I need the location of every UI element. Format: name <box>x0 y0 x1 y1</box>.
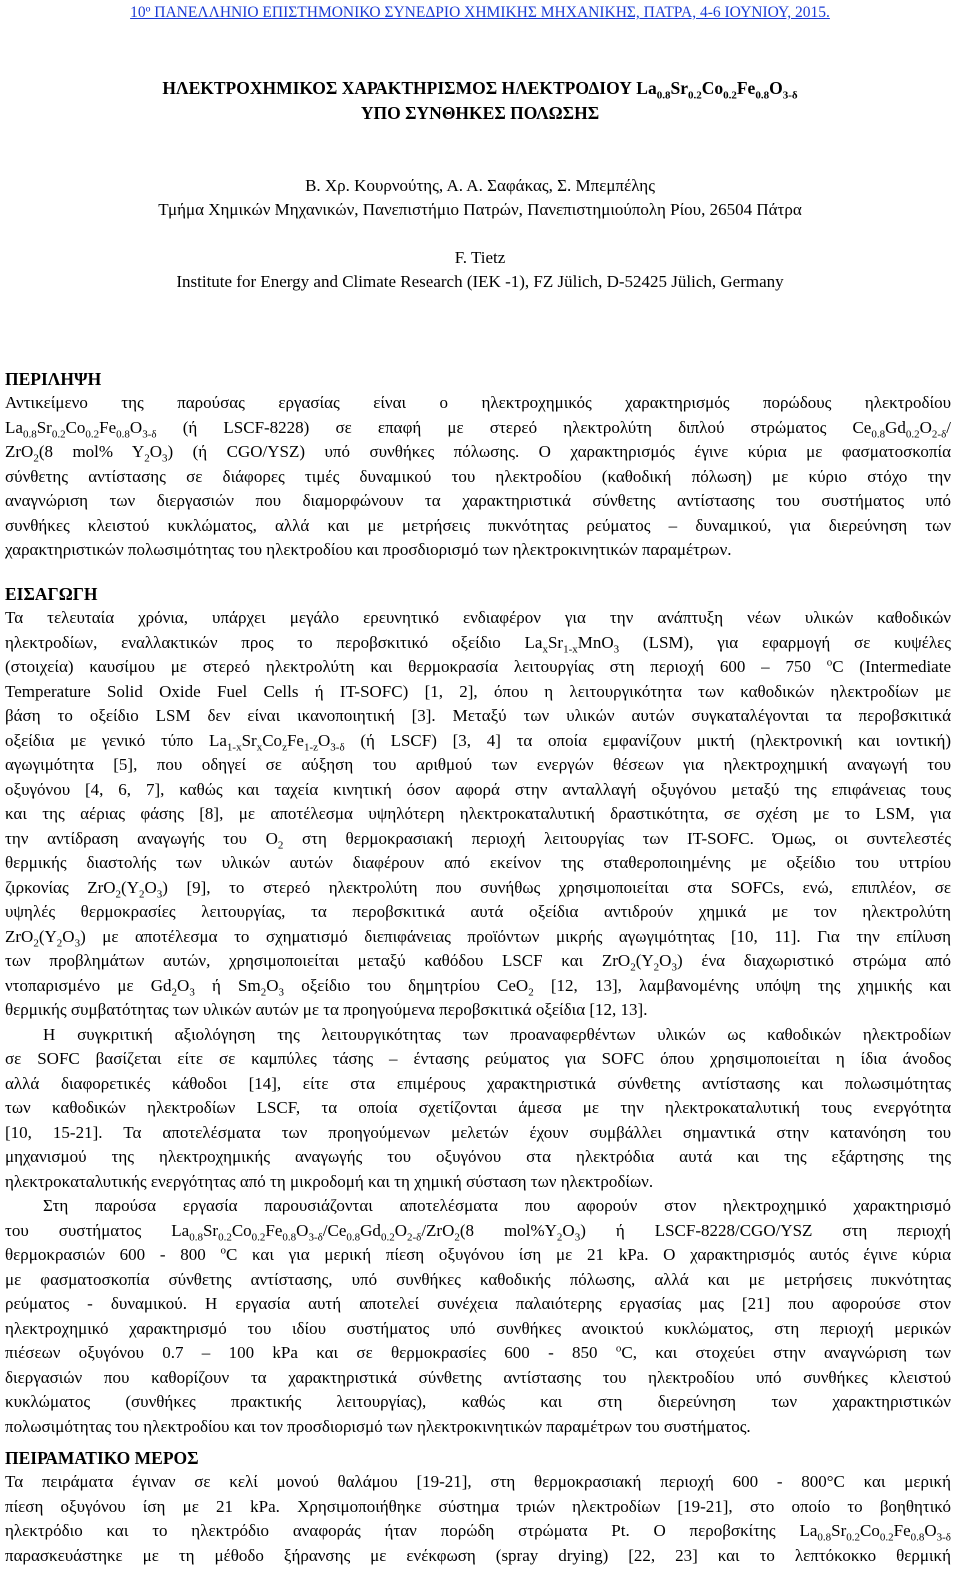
author-names-2: F. Tietz <box>454 248 506 267</box>
abstract-line: ZrO$_2$(8 mol% $Y_2O_3$) (ή CGO/YSZ) υπό συνθήκες πόλωσης. Ο χαρακτηρισμός έγινε κύρια με φασματοσκοπία <box>5 442 951 465</box>
intro-line: πολωσιμότητας του ηλεκτροδίου και τον προσδιορισμό των ηλεκτροκινητικών παραμέτρων του συστήματος. <box>5 1416 751 1436</box>
intro-line: θερμικής συμβατότητας των υλικών αυτών με τα προηγούμενα περοβσκιτικά οξείδια [12, 13]. <box>5 1000 648 1019</box>
intro-line: πιέσεων οξυγόνου 0.7 – 100 kPa και σε θερμοκρασίες 600 - 850 $^o$C, και στοχεύει στην αναγνώριση των <box>5 1342 951 1362</box>
experimental-line: πίεση οξυγόνου ίση με 21 kPa. Χρησιμοποιήθηκε σύστημα τριών ηλεκτροδίων [19-21], στο οποίο το βοηθητικό <box>5 1496 951 1516</box>
intro-line: ζιρκονίας $ZrO_2(Y_2O_3)$ [9], το στερεό ηλεκτρολύτη που συνήθως χρησιμοποιείται στα SOFCs, ενώ, επιπλέον, σε <box>5 877 951 900</box>
intro-line: αγωγιμότητα [5], που οδηγεί σε αύξηση του αριθμού των ενεργών θέσεων για ηλεκτροχημική αναγωγή του <box>5 755 951 774</box>
intro-paragraph <box>5 606 951 1439</box>
intro-line: θερμοκρασιών 600 - 800 $^o$C και για μερική πίεση οξυγόνου ίση με 21 kPa. Ο χαρακτηρισμός αυτός έγινε κύρια <box>5 1244 951 1264</box>
intro-line: οξυγόνου [4, 6, 7], καθώς και ταχεία κινητική όσον αφορά στην ανταλλαγή οξυγόνου μεταξύ της επιφάνειας τους <box>5 779 951 799</box>
intro-line: και της αέριας φάσης [8], με αποτέλεσμα υψηλότερη ηλεκτροκαταλυτική δραστικότητα, σε σχέση με το LSM, για <box>5 804 951 823</box>
intro-line: του συστήματος $La_{0.8}Sr_{0.2}Co_{0.2}Fe_{0.8}O_{3-\delta}/Ce_{0.8}Gd_{0.2}O_{2-\delta}/ZrO_2(8$ $mol\%Y_2O_3$) ή LSCF-8228/CGO/YSZ στη περιοχή <box>5 1220 951 1243</box>
intro-line: των καθοδικών ηλεκτροδίων LSCF, τα οποία σχετίζονται άμεσα με την ηλεκτροκαταλυτική τους ενεργότητα <box>5 1098 951 1117</box>
intro-line: αλλά διαφορετικές κάθοδοι [14], είτε στα επιμέρους χαρακτηριστικά σύνθετης αντίστασης και πολωσιμότητας <box>5 1073 951 1093</box>
abstract-line: χαρακτηριστικών πολωσιμότητας του ηλεκτροδίου και προσδιορισμό των ηλεκτροκινητικών παραμέτρων. <box>5 540 732 559</box>
author-affiliation-2: Institute for Energy and Climate Research (IEK -1), FZ Jülich, D-52425 Jülich, Germany <box>176 272 784 291</box>
abstract-paragraph <box>5 391 951 563</box>
intro-line: των προβλημάτων αυτών, χρησιμοποιείται μεταξύ καθόδου LSCF και $ZrO_2(Y_2O_3)$ ένα διαχωριστικό στρώμα από <box>5 951 951 974</box>
abstract-line: σύνθετης αντίστασης σε διάφορες τιμές δυναμικού του ηλεκτροδίου (καθοδική πόλωση) με κύριο στόχο την <box>5 466 951 486</box>
intro-line: Temperature Solid Oxide Fuel Cells ή IT-SOFC) [1, 2], όπου η λειτουργικότητα των καθοδικών ηλεκτροδίων με <box>5 681 951 701</box>
intro-line: σε SOFC βασίζεται είτε σε καμπύλες τάσης – έντασης ρεύματος για SOFC όπου χρησιμοποιείται η ίδια άνοδος <box>5 1049 951 1068</box>
abstract-line: Αντικείμενο της παρούσας εργασίας είναι ο ηλεκτροχημικός χαρακτηρισμός πορώδους ηλεκτροδίου <box>5 393 951 412</box>
intro-line: ηλεκτροκαταλυτικής ενεργότητας από τη μικροδομή και τη χημική σύσταση των ηλεκτροδίων. <box>5 1171 654 1191</box>
intro-line: (στοιχεία) καυσίμου με στερεό ηλεκτρολύτη και θερμοκρασία λειτουργίας στη περιοχή 600 – 750 $^o$C (Intermediate <box>5 656 951 676</box>
intro-line: Η συγκριτική αξιολόγηση της λειτουργικότητας των προαναφερθέντων υλικών ως καθοδικών ηλεκτροδίων <box>43 1024 951 1044</box>
abstract-heading: ΠΕΡΙΛΗΨΗ <box>5 369 102 389</box>
experimental-line: Τα πειράματα έγιναν σε κελί μονού θαλάμου [19-21], στη θερμοκρασιακή περιοχή 600 - 800°C και μερική <box>5 1472 951 1491</box>
abstract-line: $La_{0.8}Sr_{0.2}Co_{0.2}Fe_{0.8}O_{3-\delta}$ (ή LSCF-8228) σε επαφή με στερεό ηλεκτρολύτη διπλού στρώματος $Ce_{0.8}Gd_{0.2}O_{2-\delta}/$ <box>5 417 951 440</box>
intro-line: ντοπαρισμένο με $Gd_2O_3$ ή $Sm_2O_3$ οξείδιο του δημητρίου CeO$_2$ [12, 13], λαμβανομένης υπόψη της χημικής και <box>5 975 951 998</box>
paper-title-line-1: ΗΛΕΚΤΡΟΧΗΜΙΚΟΣ ΧΑΡΑΚΤΗΡΙΣΜΟΣ ΗΛΕΚΤΡΟΔΙΟΥ $La_{0.8}Sr_{0.2}Co_{0.2}Fe_{0.8}O_{3-\delta}$ <box>162 78 798 102</box>
intro-line: Στη παρούσα εργασία παρουσιάζονται αποτελέσματα που αφορούν στον ηλεκτροχημικό χαρακτηρισμό <box>43 1196 951 1215</box>
intro-line: [10, 15-21]. Τα αποτελέσματα των προηγούμενων μελετών έχουν συμβάλλει σημαντικά στην κατανόηση του <box>5 1122 951 1142</box>
intro-line: $ZrO_2(Y_2O_3)$ με αποτέλεσμα το σχηματισμό διεπιφάνειας προϊόντων μικρής αγωγιμότητας [10, 11]. Για την επίλυση <box>5 926 951 949</box>
experimental-heading: ΠΕΙΡΑΜΑΤΙΚΟ ΜΕΡΟΣ <box>5 1448 199 1468</box>
intro-line: ηλεκτροχημικό χαρακτηρισμό του ιδίου συστήματος υπό συνθήκες ανοικτού κυκλώματος, στη περιοχή μερικών <box>5 1318 951 1338</box>
paper-title-line-2: ΥΠΟ ΣΥΝΘΗΚΕΣ ΠΟΛΩΣΗΣ <box>360 103 600 123</box>
abstract-line: συνθήκες κλειστού κυκλώματος, αλλά και με μετρήσεις πυκνότητας ρεύματος – δυναμικού, για διερεύνηση των <box>5 515 951 535</box>
intro-heading: ΕΙΣΑΓΩΓΗ <box>5 584 98 604</box>
intro-line: μηχανισμού της ηλεκτροχημικής αναγωγής του οξυγόνου στα ηλεκτρόδια αυτά και της εξάρτησης της <box>5 1147 951 1166</box>
intro-line: διεργασιών που καθορίζουν τα χαρακτηριστικά σύνθετης αντίστασης του ηλεκτροδίου υπό συνθήκες κλειστού <box>5 1367 951 1387</box>
conference-header: 10º ΠΑΝΕΛΛΗΝΙΟ ΕΠΙΣΤΗΜΟΝΙΚΟ ΣΥΝΕΔΡΙΟ ΧΗΜΙΚΗΣ ΜΗΧΑΝΙΚΗΣ, ΠΑΤΡΑ, 4-6 ΙΟΥΝΙΟΥ, 2015. <box>130 4 830 21</box>
intro-line: ηλεκτροδίων, εναλλακτικών προς το περοβσκιτικό οξείδιο $La_xSr_{1-x}MnO_3$ (LSM), για εφαρμογή σε κυψέλες <box>5 632 951 655</box>
experimental-line: παρασκευάστηκε με τη μέθοδο ξήρανσης με ενέκφωση (spray drying) [22, 23] και το λεπτόκοκκο θερμική <box>5 1545 951 1565</box>
author-names: Β. Χρ. Κουρνούτης, Α. Α. Σαφάκας, Σ. Μπεμπέλης <box>305 176 655 195</box>
intro-line: ρεύματος - δυναμικού. Η εργασία αυτή αποτελεί συνέχεια παλαιότερης εργασίας μας [21] που αφορούσε στον <box>5 1294 951 1313</box>
intro-line: βάση το οξείδιο LSM δεν είναι ικανοποιητική [3]. Μεταξύ των υλικών αυτών συγκαταλέγονται τα περοβσκιτικά <box>5 706 951 725</box>
experimental-paragraph <box>5 1470 951 1568</box>
intro-line: κυκλώματος (συνθήκες πρακτικής λειτουργίας), καθώς και στη διερεύνηση των χαρακτηριστικών <box>5 1392 951 1411</box>
experimental-line: ηλεκτρόδιο και το ηλεκτρόδιο αναφοράς ήταν πορώδη στρώματα Pt. Ο περοβσκίτης $La_{0.8}Sr_{0.2}Co_{0.2}Fe_{0.8}O_{3-\delta}$ <box>5 1521 951 1544</box>
author-affiliation: Τμήμα Χημικών Μηχανικών, Πανεπιστήμιο Πατρών, Πανεπιστημιούπολη Ρίου, 26504 Πάτρα <box>158 200 802 219</box>
intro-line: με φασματοσκοπία σύνθετης αντίστασης, υπό συνθήκες καθοδικής πόλωσης, αλλά και με μετρήσεις πυκνότητας <box>5 1269 951 1289</box>
intro-line: θερμικής διαστολής των υλικών αυτών διαφέρουν από εκείνον της σταθεροποιημένης με οξείδιο του υττρίου <box>5 853 951 872</box>
intro-line: Τα τελευταία χρόνια, υπάρχει μεγάλο ερευνητικό ενδιαφέρον για την ανάπτυξη νέων υλικών καθοδικών <box>5 608 951 627</box>
intro-line: την αντίδραση αναγωγής του $O_2$ στη θερμοκρασιακή περιοχή λειτουργίας των IT-SOFC. Όμως, οι συντελεστές <box>5 828 951 851</box>
abstract-line: αναγνώριση των διεργασιών που διαμορφώνουν τα χαρακτηριστικά σύνθετης αντίστασης του συστήματος υπό <box>5 491 951 510</box>
intro-line: οξείδια με γενικό τύπο $La_{1-x}Sr_xCo_zFe_{1-z}O_{3-\delta}$ (ή LSCF) [3, 4] τα οποία εμφανίζουν μικτή (ηλεκτρονική και ιοντική) <box>5 730 951 753</box>
intro-line: υψηλές θερμοκρασίες λειτουργίας, τα περοβσκιτικά αυτά οξείδια αντιδρούν χημικά με τον ηλεκτρολύτη <box>5 902 951 921</box>
